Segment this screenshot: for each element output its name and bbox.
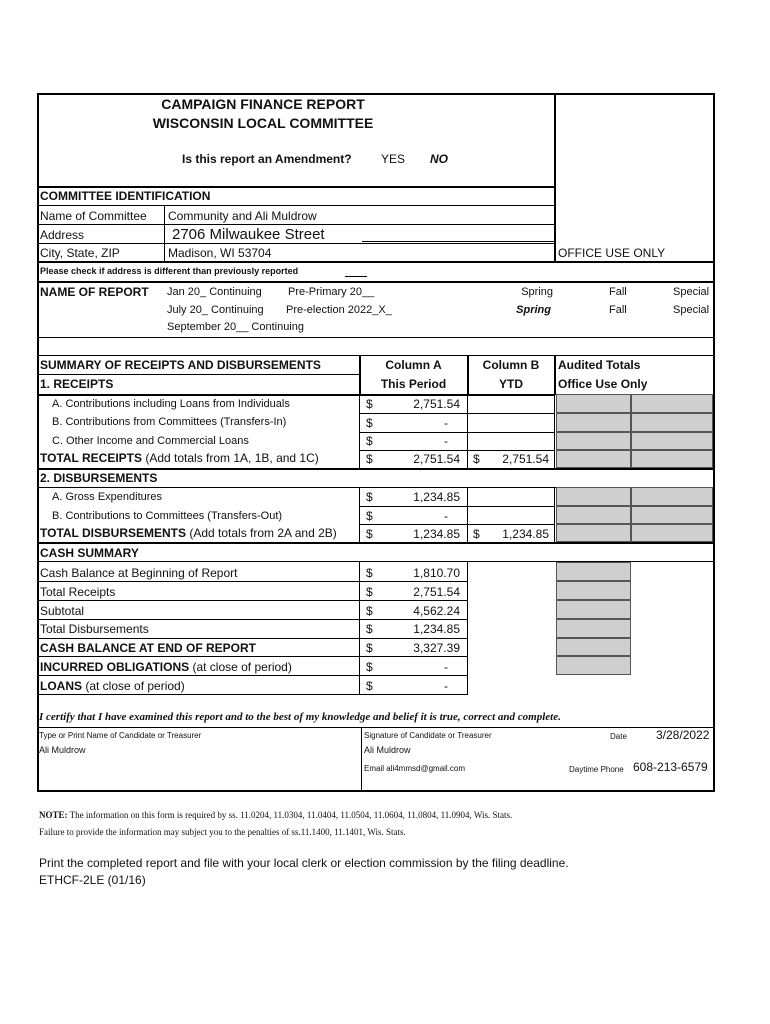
dollar-sign: $ — [366, 622, 373, 636]
total-receipts-note: (Add totals from 1A, 1B, and 1C) — [142, 451, 319, 465]
amendment-question: Is this report an Amendment? — [182, 152, 352, 166]
total-disbursements-ytd[interactable]: 1,234.85 — [502, 527, 549, 541]
report-name-label: NAME OF REPORT — [40, 285, 149, 299]
print-name-field[interactable]: Ali Muldrow — [39, 745, 86, 755]
phone-label: Daytime Phone — [569, 765, 624, 774]
committee-section-title: COMMITTEE IDENTIFICATION — [40, 189, 211, 203]
committee-name-label: Name of Committee — [40, 209, 147, 223]
receipts-b-value[interactable]: - — [444, 416, 448, 430]
incurred-note: (at close of period) — [189, 660, 292, 674]
total-disbursements-label — [40, 526, 337, 540]
loans-bold: LOANS — [40, 679, 82, 693]
column-b-header: Column B — [482, 358, 540, 372]
report-jan-continuing[interactable]: Jan 20_ Continuing — [167, 286, 262, 298]
cash-summary-heading: CASH SUMMARY — [40, 546, 139, 560]
address-change-note: Please check if address is different than previously reported — [40, 266, 299, 276]
disbursements-b-value[interactable]: - — [444, 509, 448, 523]
incurred-obligations-label — [40, 660, 292, 674]
city-label: City, State, ZIP — [40, 246, 120, 260]
cash-subtotal-label: Subtotal — [40, 604, 85, 618]
report-spring-2[interactable]: Spring — [516, 304, 551, 316]
cash-begin-label: Cash Balance at Beginning of Report — [40, 566, 238, 580]
cash-end-value[interactable]: 3,327.39 — [413, 641, 460, 655]
loans-label — [40, 679, 185, 693]
receipts-heading: 1. RECEIPTS — [40, 377, 114, 391]
city-field[interactable]: Madison, WI 53704 — [168, 246, 272, 260]
penalty-note: Failure to provide the information may subject you to the penalties of ss.11.1400, 11.1401, Wis. Stats. — [39, 827, 406, 837]
report-pre-primary[interactable]: Pre-Primary 20__ — [288, 286, 375, 298]
filing-instructions: Print the completed report and file with your local clerk or election commission by the filing deadline. — [39, 856, 569, 870]
cash-disbursements-value[interactable]: 1,234.85 — [413, 622, 460, 636]
total-receipts-value[interactable]: 2,751.54 — [413, 452, 460, 466]
receipts-c-value[interactable]: - — [444, 434, 448, 448]
total-receipts-label — [40, 451, 319, 465]
dollar-sign: $ — [366, 416, 373, 430]
dollar-sign: $ — [366, 604, 373, 618]
receipts-a-label: A. Contributions including Loans from Individuals — [52, 398, 290, 410]
receipts-b-label: B. Contributions from Committees (Transfers-In) — [52, 416, 287, 428]
date-label: Date — [610, 732, 627, 741]
total-disbursements-note: (Add totals from 2A and 2B) — [186, 526, 337, 540]
note-text: The information on this form is required by ss. 11.0204, 11.0304, 11.0404, 11.0504, 11.0604, 11.0804, 11.0904, Wis. Stats. — [67, 810, 513, 820]
cash-begin-value[interactable]: 1,810.70 — [413, 566, 460, 580]
form-number: ETHCF-2LE (01/16) — [39, 873, 146, 887]
dollar-sign: $ — [366, 660, 373, 674]
incurred-obligations-value[interactable]: - — [444, 660, 448, 674]
loans-value[interactable]: - — [444, 679, 448, 693]
email-field[interactable]: Email ali4mmsd@gmail.com — [364, 764, 466, 773]
print-name-label: Type or Print Name of Candidate or Treasurer — [39, 731, 202, 740]
amendment-no[interactable]: NO — [430, 152, 448, 166]
report-fall-1[interactable]: Fall — [609, 286, 627, 298]
cash-end-label: CASH BALANCE AT END OF REPORT — [40, 641, 256, 655]
dollar-sign: $ — [366, 397, 373, 411]
incurred-bold: INCURRED OBLIGATIONS — [40, 660, 190, 674]
summary-title: SUMMARY OF RECEIPTS AND DISBURSEMENTS — [40, 358, 321, 372]
dollar-sign: $ — [366, 434, 373, 448]
amendment-yes[interactable]: YES — [381, 152, 406, 166]
report-september-continuing[interactable]: September 20__ Continuing — [167, 321, 304, 333]
report-pre-election[interactable]: Pre-election 2022_X_ — [286, 304, 392, 316]
report-special-1[interactable]: Special — [673, 286, 710, 298]
dollar-sign: $ — [473, 527, 480, 541]
dollar-sign: $ — [366, 641, 373, 655]
disbursements-a-value[interactable]: 1,234.85 — [413, 490, 460, 504]
loans-note: (at close of period) — [82, 679, 185, 693]
report-special-2[interactable]: Special — [673, 304, 710, 316]
disbursements-a-label: A. Gross Expenditures — [52, 491, 163, 503]
dollar-sign: $ — [366, 490, 373, 504]
dollar-sign: $ — [366, 452, 373, 466]
dollar-sign: $ — [473, 452, 480, 466]
form-subtitle: WISCONSIN LOCAL COMMITTEE — [152, 115, 374, 131]
total-receipts-ytd[interactable]: 2,751.54 — [502, 452, 549, 466]
disbursements-heading: 2. DISBURSEMENTS — [40, 471, 158, 485]
legal-note — [39, 810, 512, 820]
cash-disbursements-label: Total Disbursements — [40, 622, 149, 636]
report-july-continuing[interactable]: July 20_ Continuing — [167, 304, 264, 316]
total-disbursements-bold: TOTAL DISBURSEMENTS — [40, 526, 187, 540]
signature-field[interactable]: Ali Muldrow — [364, 745, 411, 755]
committee-name-field[interactable]: Community and Ali Muldrow — [168, 209, 317, 223]
form-title: CAMPAIGN FINANCE REPORT — [161, 96, 365, 112]
office-use-header: Office Use Only — [558, 377, 648, 391]
address-change-checkbox[interactable] — [346, 266, 361, 276]
audited-totals-header: Audited Totals — [558, 358, 641, 372]
column-b-subheader: YTD — [499, 377, 523, 391]
cash-receipts-label: Total Receipts — [40, 585, 116, 599]
report-spring-1[interactable]: Spring — [521, 286, 553, 298]
cash-subtotal-value[interactable]: 4,562.24 — [413, 604, 460, 618]
total-disbursements-value[interactable]: 1,234.85 — [413, 527, 460, 541]
dollar-sign: $ — [366, 585, 373, 599]
address-field[interactable]: 2706 Milwaukee Street — [172, 226, 325, 243]
cash-receipts-value[interactable]: 2,751.54 — [413, 585, 460, 599]
dollar-sign: $ — [366, 509, 373, 523]
disbursements-b-label: B. Contributions to Committees (Transfers-Out) — [52, 510, 283, 522]
column-a-subheader: This Period — [380, 377, 447, 391]
receipts-a-value[interactable]: 2,751.54 — [413, 397, 460, 411]
date-field[interactable]: 3/28/2022 — [656, 728, 710, 742]
signature-label: Signature of Candidate or Treasurer — [364, 731, 492, 740]
dollar-sign: $ — [366, 679, 373, 693]
receipts-c-label: C. Other Income and Commercial Loans — [52, 435, 249, 447]
dollar-sign: $ — [366, 566, 373, 580]
dollar-sign: $ — [366, 527, 373, 541]
address-label: Address — [40, 228, 85, 242]
note-label: NOTE: — [39, 810, 68, 820]
office-use-label: OFFICE USE ONLY — [558, 246, 666, 260]
column-a-header: Column A — [385, 358, 442, 372]
phone-field[interactable]: 608-213-6579 — [633, 760, 708, 774]
report-fall-2[interactable]: Fall — [609, 304, 627, 316]
certification-statement: I certify that I have examined this report and to the best of my knowledge and belief it is true, correct and complete. — [39, 711, 561, 723]
total-receipts-bold: TOTAL RECEIPTS — [40, 451, 143, 465]
